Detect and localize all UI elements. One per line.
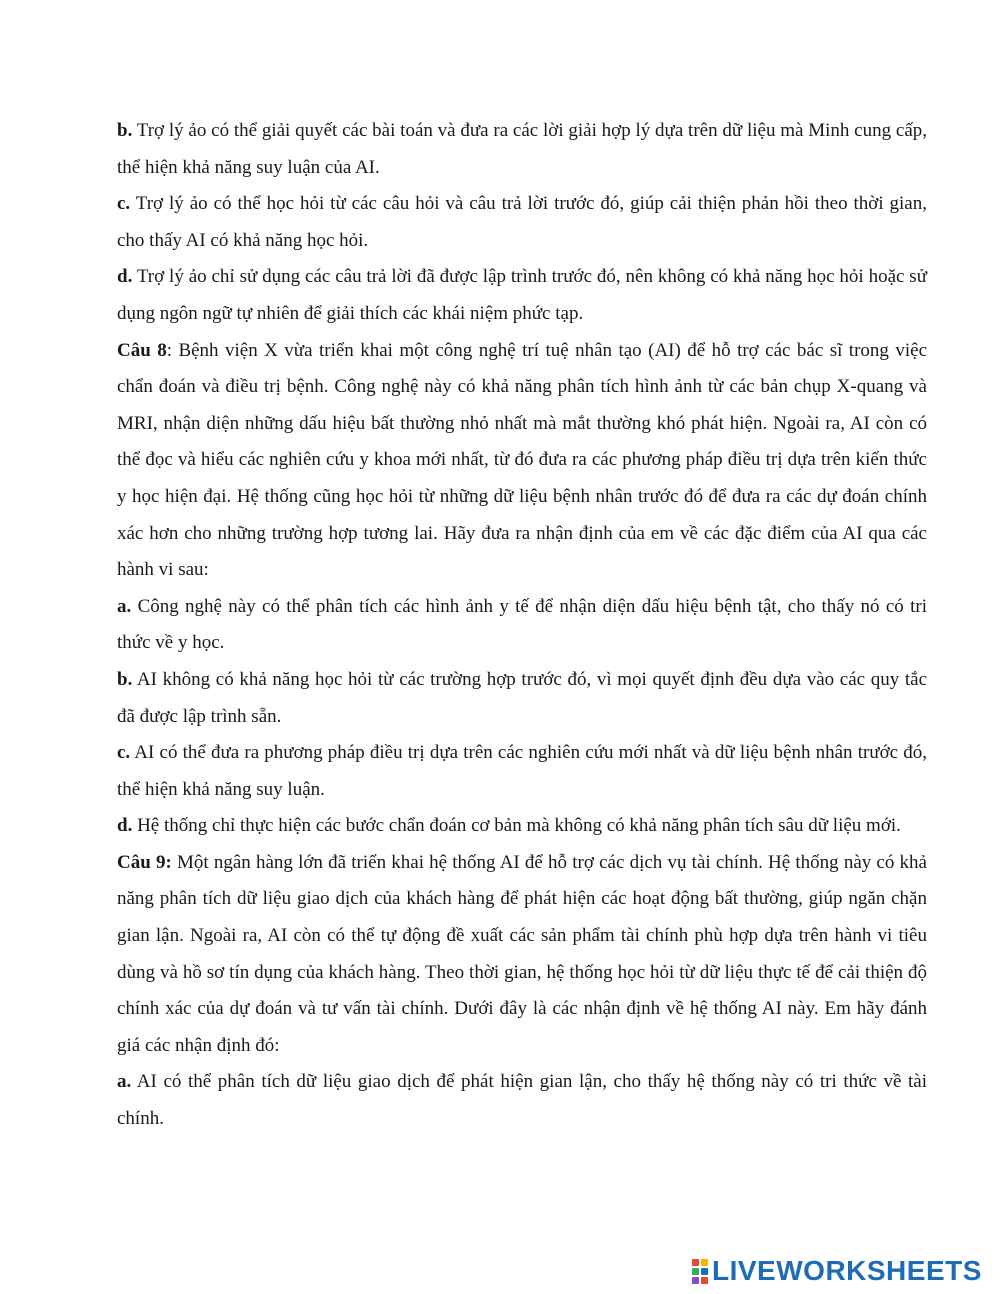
question-text: Một ngân hàng lớn đã triển khai hệ thống AI để hỗ trợ các dịch vụ tài chính. Hệ thống này có khả năng phân tích dữ liệu giao dịch của khách hàng để phát hiện các hoạt động bất thường, giúp ngăn chặn gian lận. Ngoài ra, AI còn có thể tự động đề xuất các sản phẩm tài chính phù hợp dựa trên hành vi tiêu dùng và hồ sơ tín dụng của khách hàng. Theo thời gian, hệ thống học hỏi từ dữ liệu thực tế để cải thiện độ chính xác của dự đoán và tư vấn tài chính. Dưới đây là các nhận định về hệ thống AI này. Em hãy đánh giá các nhận định đó: xyxy=(117,851,927,1056)
item-text: AI không có khả năng học hỏi từ các trường hợp trước đó, vì mọi quyết định đều dựa vào các quy tắc đã được lập trình sẵn. xyxy=(117,668,927,727)
question-label: Câu 9: xyxy=(117,851,172,873)
item-label: c. xyxy=(117,742,131,764)
item-label: b. xyxy=(117,120,133,141)
paragraph xyxy=(117,1064,927,1137)
item-label: a. xyxy=(117,1071,132,1093)
item-text: Hệ thống chỉ thực hiện các bước chẩn đoán cơ bản mà không có khả năng phân tích sâu dữ liệu mới. xyxy=(132,815,901,837)
question-9 xyxy=(117,845,927,1065)
paragraph xyxy=(117,735,927,808)
logo-text: LIVEWORKSHEETS xyxy=(712,1255,982,1286)
item-text: AI có thể phân tích dữ liệu giao dịch để phát hiện gian lận, cho thấy hệ thống này có tri thức về tài chính. xyxy=(117,1071,927,1130)
item-text: Trợ lý ảo có thể giải quyết các bài toán và đưa ra các lời giải hợp lý dựa trên dữ liệu mà Minh cung cấp, thể hiện khả năng suy luận của AI. xyxy=(117,120,927,178)
paragraph xyxy=(117,662,927,735)
paragraph xyxy=(117,589,927,662)
item-label: d. xyxy=(117,815,133,837)
question-text: : Bệnh viện X vừa triển khai một công nghệ trí tuệ nhân tạo (AI) để hỗ trợ các bác sĩ trong việc chẩn đoán và điều trị bệnh. Công nghệ này có khả năng phân tích hình ảnh từ các bản chụp X-quang và MRI, nhận diện những dấu hiệu bất thường nhỏ nhất mà mắt thường khó phát hiện. Ngoài ra, AI còn có thể đọc và hiểu các nghiên cứu y khoa mới nhất, từ đó đưa ra các phương pháp điều trị dựa trên kiến thức y học hiện đại. Hệ thống cũng học hỏi từ những dữ liệu bệnh nhân trước đó để đưa ra các dự đoán chính xác hơn cho những trường hợp tương lai. Hãy đưa ra nhận định của em về các đặc điểm của AI qua các hành vi sau: xyxy=(117,339,927,581)
item-text: Trợ lý ảo chỉ sử dụng các câu trả lời đã được lập trình trước đó, nên không có khả năng học hỏi hoặc sử dụng ngôn ngữ tự nhiên để giải thích các khái niệm phức tạp. xyxy=(117,266,927,324)
logo-mark-icon xyxy=(692,1259,708,1284)
item-text: Công nghệ này có thể phân tích các hình ảnh y tế để nhận diện dấu hiệu bệnh tật, cho thấy nó có tri thức về y học. xyxy=(117,595,927,654)
paragraph xyxy=(117,113,927,186)
item-label: b. xyxy=(117,668,133,690)
item-label: d. xyxy=(117,266,133,288)
item-text: AI có thể đưa ra phương pháp điều trị dựa trên các nghiên cứu mới nhất và dữ liệu bệnh nhân trước đó, thể hiện khả năng suy luận. xyxy=(117,742,927,800)
question-label: Câu 8 xyxy=(117,339,167,361)
liveworksheets-logo xyxy=(692,1255,982,1287)
item-label: a. xyxy=(117,595,132,617)
paragraph xyxy=(117,259,927,332)
document-body xyxy=(117,113,927,1138)
paragraph xyxy=(117,186,927,259)
paragraph xyxy=(117,808,927,845)
item-label: c. xyxy=(117,193,131,215)
question-8 xyxy=(117,333,927,589)
item-text: Trợ lý ảo có thể học hỏi từ các câu hỏi và câu trả lời trước đó, giúp cải thiện phản hồi theo thời gian, cho thấy AI có khả năng học hỏi. xyxy=(117,193,927,251)
